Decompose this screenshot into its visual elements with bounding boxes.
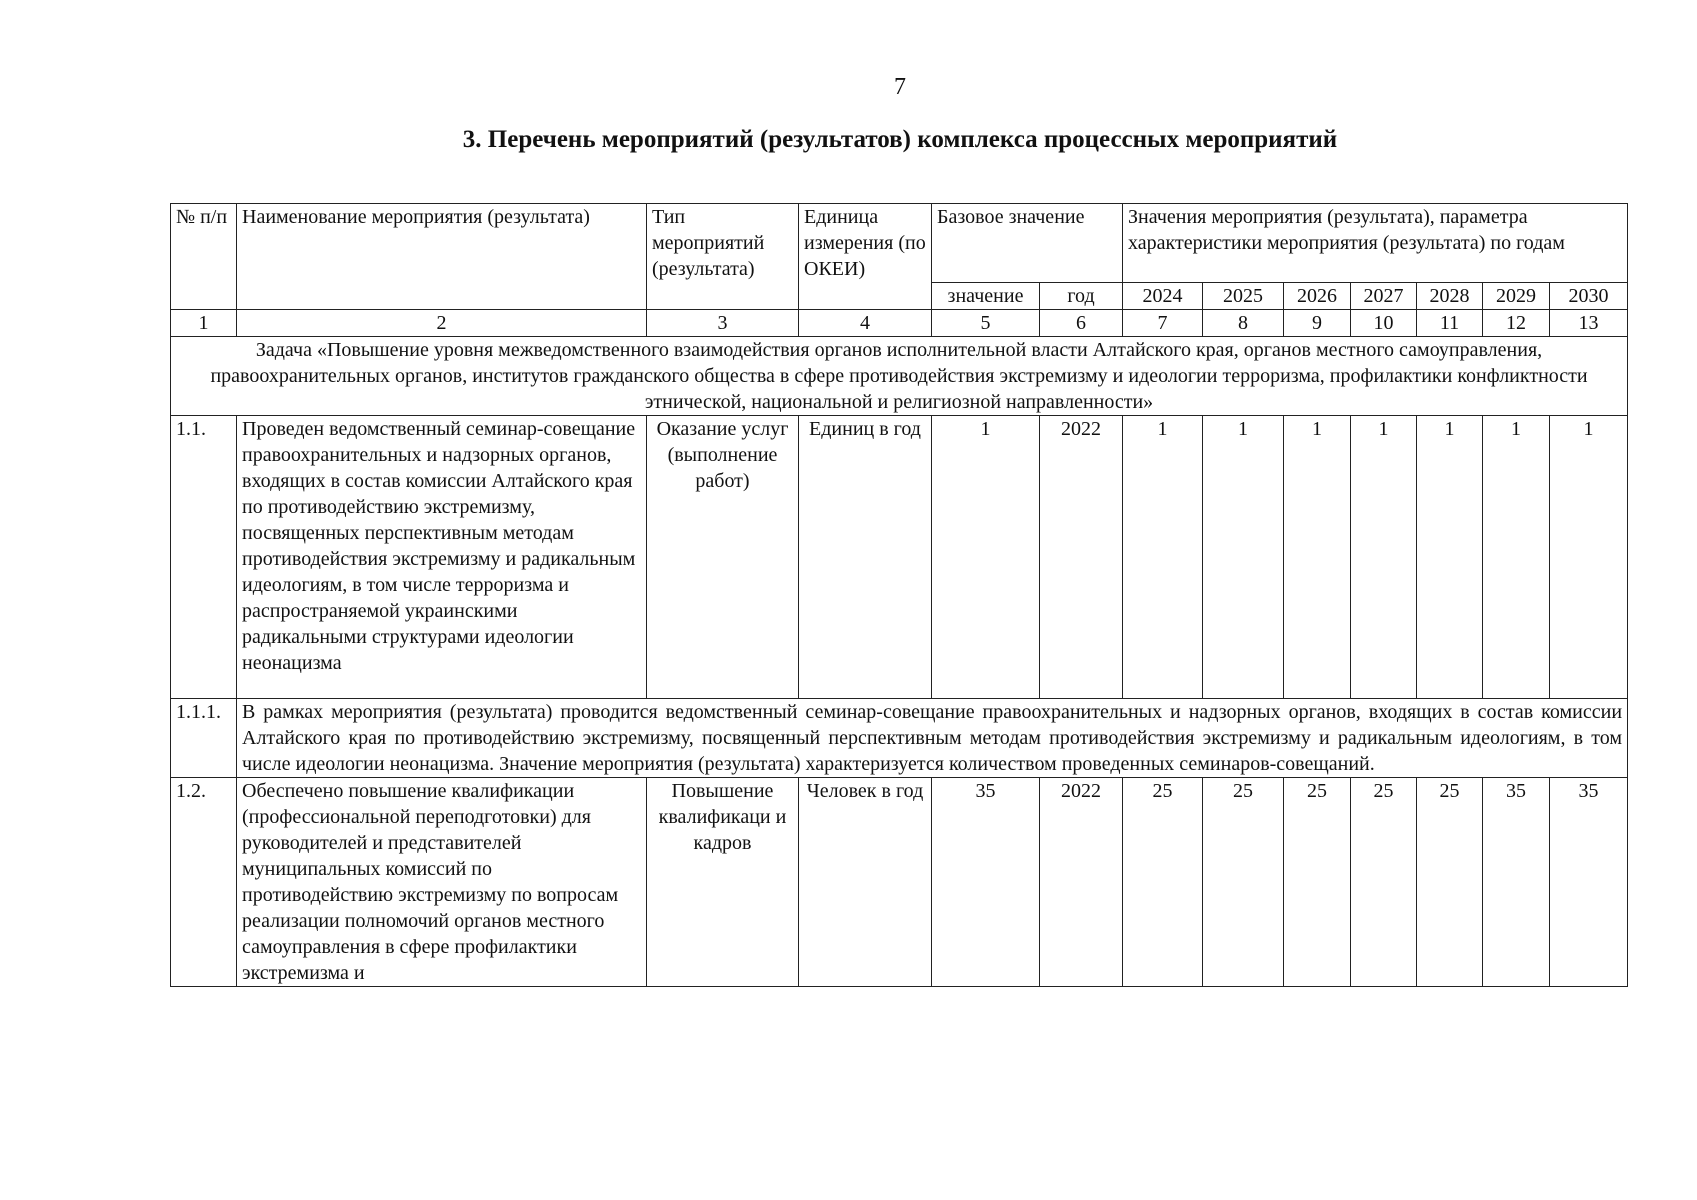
row-value: 35 xyxy=(1550,778,1628,987)
header-base: Базовое значение xyxy=(932,204,1123,283)
column-numbers-row xyxy=(171,310,1628,337)
row-value: 1 xyxy=(1123,416,1203,699)
row-num: 1.1. xyxy=(171,416,237,699)
header-name: Наименование мероприятия (результата) xyxy=(237,204,647,310)
header-year: 2027 xyxy=(1351,283,1417,310)
description-num: 1.1.1. xyxy=(171,699,237,778)
row-type: Оказание услуг (выполнение работ) xyxy=(647,416,799,699)
column-number: 1 xyxy=(171,310,237,337)
row-value: 25 xyxy=(1351,778,1417,987)
header-year: 2028 xyxy=(1417,283,1483,310)
header-year: 2026 xyxy=(1284,283,1351,310)
column-number: 5 xyxy=(932,310,1040,337)
row-value: 1 xyxy=(1351,416,1417,699)
column-number: 8 xyxy=(1203,310,1284,337)
description-text: В рамках мероприятия (результата) проводится ведомственный семинар-совещание правоохранительных и надзорных органов, входящих в состав комиссии Алтайского края по противодействию экстремизму, посвященный перспективным методам противодействия экстремизму и радикальным идеологиям, в том числе идеологии неонацизма. Значение мероприятия (результата) характеризуется количеством проведенных семинаров-совещаний. xyxy=(237,699,1628,778)
column-number: 10 xyxy=(1351,310,1417,337)
row-value: 25 xyxy=(1123,778,1203,987)
table-row xyxy=(171,778,1628,987)
row-value: 1 xyxy=(1417,416,1483,699)
row-value: 1 xyxy=(1483,416,1550,699)
header-type: Тип мероприятий (результата) xyxy=(647,204,799,310)
row-num: 1.2. xyxy=(171,778,237,987)
row-value: 1 xyxy=(1550,416,1628,699)
description-row xyxy=(171,699,1628,778)
column-number: 11 xyxy=(1417,310,1483,337)
row-value: 25 xyxy=(1284,778,1351,987)
column-number: 3 xyxy=(647,310,799,337)
column-number: 13 xyxy=(1550,310,1628,337)
header-year: 2030 xyxy=(1550,283,1628,310)
task-row xyxy=(171,337,1628,416)
column-number: 4 xyxy=(799,310,932,337)
row-name: Обеспечено повышение квалификации (профессиональной переподготовки) для руководителей и представителей муниципальных комиссий по противодействию экстремизму по вопросам реализации полномочий органов местного самоуправления в сфере профилактики экстремизма и xyxy=(237,778,647,987)
row-value: 1 xyxy=(1284,416,1351,699)
row-unit: Человек в год xyxy=(799,778,932,987)
header-year: 2024 xyxy=(1123,283,1203,310)
row-base-value: 35 xyxy=(932,778,1040,987)
row-unit: Единиц в год xyxy=(799,416,932,699)
page-title: 3. Перечень мероприятий (результатов) комплекса процессных мероприятий xyxy=(462,126,1338,153)
header-base-value: значение xyxy=(932,283,1040,310)
page-number: 7 xyxy=(894,74,906,100)
header-year: 2029 xyxy=(1483,283,1550,310)
header-year: 2025 xyxy=(1203,283,1284,310)
header-base-year: год xyxy=(1040,283,1123,310)
activities-table xyxy=(170,203,1628,987)
column-number: 7 xyxy=(1123,310,1203,337)
column-number: 12 xyxy=(1483,310,1550,337)
header-num: № п/п xyxy=(171,204,237,310)
table-row xyxy=(171,416,1628,699)
row-base-year: 2022 xyxy=(1040,416,1123,699)
row-value: 25 xyxy=(1203,778,1284,987)
column-number: 6 xyxy=(1040,310,1123,337)
row-type: Повышение квалификаци и кадров xyxy=(647,778,799,987)
row-value: 35 xyxy=(1483,778,1550,987)
row-base-value: 1 xyxy=(932,416,1040,699)
header-row-1 xyxy=(171,204,1628,283)
header-unit: Единица измерения (по ОКЕИ) xyxy=(799,204,932,310)
row-value: 1 xyxy=(1203,416,1284,699)
row-name: Проведен ведомственный семинар-совещание правоохранительных и надзорных органов, входящих в состав комиссии Алтайского края по противодействию экстремизму, посвященных перспективным методам противодействия экстремизму и радикальным идеологиям, в том числе терроризма и распространяемой украинскими радикальными структурами идеологии неонацизма xyxy=(237,416,647,699)
row-value: 25 xyxy=(1417,778,1483,987)
task-text: Задача «Повышение уровня межведомственного взаимодействия органов исполнительной власти Алтайского края, органов местного самоуправления, правоохранительных органов, институтов гражданского общества в сфере противодействия экстремизму и идеологии терроризма, профилактики конфликтности этнической, национальной и религиозной направленности» xyxy=(171,337,1628,416)
column-number: 2 xyxy=(237,310,647,337)
row-base-year: 2022 xyxy=(1040,778,1123,987)
column-number: 9 xyxy=(1284,310,1351,337)
header-values: Значения мероприятия (результата), параметра характеристики мероприятия (результата) по годам xyxy=(1123,204,1628,283)
